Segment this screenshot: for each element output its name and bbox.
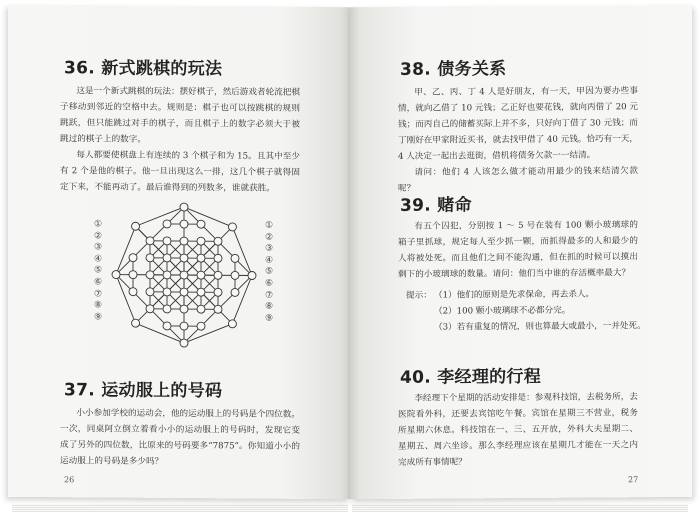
board-node [112,271,120,279]
section-40-heading: 40. 李经理的行程 [400,366,542,388]
board-node [163,220,171,228]
page-number-right: 27 [628,475,639,485]
left-page [8,5,350,499]
board-node [180,305,188,313]
section-39-paragraph-1: 有五个囚犯，分别按 1 ～ 5 号在装有 100 颗小玻璃球的箱子里抓球，规定每人至少抓一颗，而抓得最多的人和最少的人将被处死。而且他们之间不能沟通，但在抓的时候可以摸出剩下的小玻璃球的数量。请问：他们当中谁的存活概率最大？ [398,220,638,280]
section-40-paragraph-1: 李经理下个星期的活动安排是：参观科技馆，去税务所，去医院看外科，还要去宾馆吃午餐。宾馆在星期三不营业，税务所星期六休息。科技馆在一、三、五开放，外科大夫星期二、星期五、周六坐诊。那么李经理应该在星期几才能在一天之内完成所有事情呢？ [398,392,638,468]
board-node [180,203,188,211]
board-node [129,288,137,296]
section-39-hint-3: （3）若有重复的情况，则也算最大或最小，一并处死。 [434,321,646,333]
board-node [214,305,222,313]
right-page [350,5,692,499]
section-39-hint-1: （1）他们的原则是先求保命，再去杀人。 [434,289,595,301]
board-node [197,237,205,245]
board-node [163,237,171,245]
board-node [180,271,188,279]
board-node [231,271,239,279]
section-36-body [60,83,300,197]
section-37-body [60,405,300,471]
section-39-hint-label: 提示： [406,290,432,301]
board-node [132,222,140,230]
section-38-heading: 38. 债务关系 [400,59,507,80]
page-edge-right [352,504,688,512]
board-node [197,220,205,228]
section-39-heading: 39. 赌命 [400,195,472,216]
board-node [146,254,154,262]
board-node [146,288,154,296]
section-38-body [398,83,638,197]
board-node [163,288,171,296]
board-node [180,237,188,245]
section-39-body [398,217,638,283]
board-node [197,271,205,279]
board-node [228,320,236,328]
board-node [180,288,188,296]
page-number-left: 26 [64,475,75,485]
board-row-numbers-right: ① ② ③ ④ ⑤ ⑥ ⑦ ⑧ ⑨ [264,220,274,324]
board-node [197,322,205,330]
board-node [146,305,154,313]
board-row-numbers-left: ① ② ③ ④ ⑤ ⑥ ⑦ ⑧ ⑨ [93,219,103,323]
board-node [163,254,171,262]
board-node [163,322,171,330]
section-40-body [398,389,638,471]
board-node [146,271,154,279]
section-36-paragraph-2: 每人都要使棋盘上有连续的 3 个棋子和为 15。且其中至少有 2 个是他的棋子。他一旦出现这么一排，这几个棋子就得固定下来，不能再动了。最后谁得到的列数多，谁就获胜。 [60,150,300,194]
board-node [248,271,256,279]
board-node [163,271,171,279]
board-node [197,254,205,262]
page-edge-left [12,504,348,512]
board-node [146,237,154,245]
board-node [214,237,222,245]
section-37-heading: 37. 运动服上的号码 [64,380,223,402]
section-38-paragraph-2: 请问：他们 4 人该怎么做才能动用最少的钱来结清欠款呢？ [398,166,638,194]
board-node [228,223,236,231]
board-node [231,288,239,296]
checkers-board-diagram [104,193,264,356]
board-node [129,271,137,279]
board-node [180,339,188,347]
board-node [132,319,140,327]
board-node [163,305,171,313]
section-36-paragraph-1: 这是一个新式跳棋的玩法：摆好棋子，然后游戏者轮流把棋子移动到邻近的空格中去。规则是：棋子也可以按跳棋的规则跳跃，但只能跳过对手的棋子，而且棋子上的数字必须大于被跳过的棋子上的数字。 [60,86,300,145]
board-node [129,254,137,262]
board-node [180,254,188,262]
section-38-paragraph-1: 甲、乙、丙、丁 4 人是好朋友，有一天，甲因为要办些事情，就向乙借了 10 元钱；乙正好也要花钱，就向丙借了 20 元钱；而丙自己的储蓄买际上并不多，只好向丁借了 30 元钱；而丁刚好在甲家附近买书，就去找甲借了 40 元钱。恰巧有一天，4 人决定一起出去逛街，借机将债务欠款一一结清。 [398,86,638,162]
board-node [197,288,205,296]
board-node [180,220,188,228]
section-39-hint-2: （2）100 颗小玻璃球不必都分完。 [434,305,571,317]
board-node [214,288,222,296]
open-book [8,6,692,506]
board-node [197,305,205,313]
board-node [231,254,239,262]
board-node [180,322,188,330]
board-node [214,271,222,279]
section-36-heading: 36. 新式跳棋的玩法 [64,58,223,80]
section-37-paragraph-1: 小小参加学校的运动会，他的运动服上的号码是个四位数。一次，同桌阿立倒立着看小小的运动服上的号码时，发现它变成了另外的四位数，比原来的号码要多“7875”。你知道小小的运动服上的号码是多少吗？ [60,408,300,467]
board-node [214,254,222,262]
